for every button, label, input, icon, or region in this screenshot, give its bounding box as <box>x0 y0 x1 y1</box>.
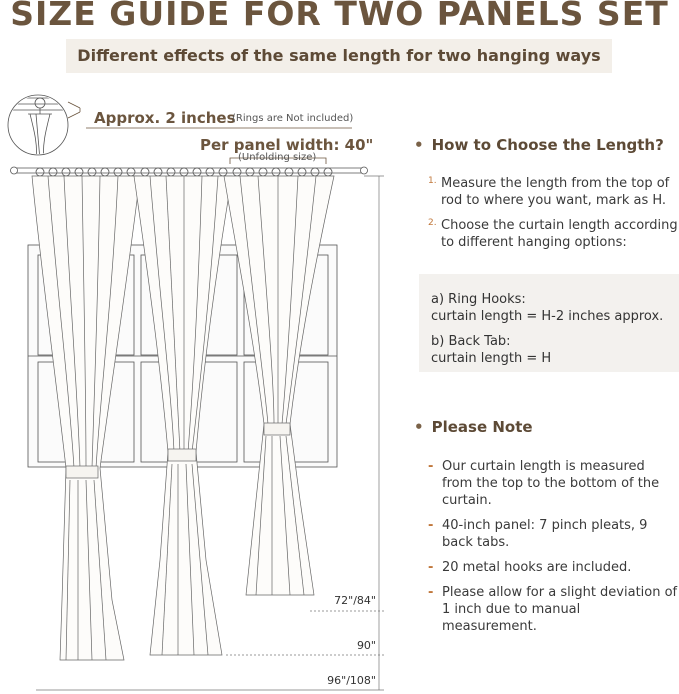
note-item: - Our curtain length is measured from the top to the bottom of the curtain. <box>428 459 660 508</box>
drop-label-72-84: 72"/84" <box>334 594 376 607</box>
page-title: SIZE GUIDE FOR TWO PANELS SET <box>10 0 669 33</box>
drop-label-96-108: 96"/108" <box>327 674 376 687</box>
note-item: - 20 metal hooks are included. <box>428 560 632 575</box>
panel-width-label: Per panel width: 40" <box>200 136 374 154</box>
dash-icon: - <box>428 518 434 533</box>
note-item: - 40-inch panel: 7 pinch pleats, 9 back tabs. <box>428 518 648 550</box>
note-item: - Please allow for a slight deviation of 1 inch due to manual measurement. <box>428 585 678 634</box>
drop-label-90: 90" <box>356 639 376 652</box>
page-subtitle: Different effects of the same length for two hanging ways <box>77 46 601 65</box>
option-formula: curtain length = H-2 inches approx. <box>431 309 664 324</box>
bullet-icon: • <box>414 418 424 436</box>
bullet-icon: • <box>414 136 424 154</box>
dash-icon: - <box>428 585 434 600</box>
step-item: 1. Measure the length from the top of rod to where you want, mark as H. <box>428 176 670 208</box>
rings-not-included-note: (Rings are Not included) <box>232 113 354 124</box>
option-label: b) Back Tab: <box>431 334 511 349</box>
unfolding-size-label: (Unfolding size) <box>238 152 317 163</box>
choose-length-heading: • How to Choose the Length? <box>414 136 664 154</box>
option-formula: curtain length = H <box>431 351 552 366</box>
approx-label: Approx. 2 inches <box>94 109 236 127</box>
dash-icon: - <box>428 459 434 474</box>
dash-icon: - <box>428 560 434 575</box>
please-note-heading: • Please Note <box>414 418 533 436</box>
option-label: a) Ring Hooks: <box>431 292 526 307</box>
step-item: 2. Choose the curtain length according to different hanging options: <box>428 218 678 250</box>
